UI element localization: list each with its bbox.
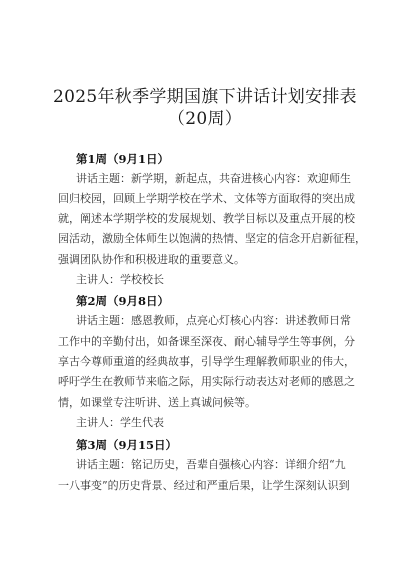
week-2-body-line: 讲话主题：感恩教师，点亮心灯核心内容：讲述教师日常 [76, 314, 351, 327]
document-title-line-2: （20周） [167, 109, 243, 129]
week-1-body-line: 讲话主题：新学期，新起点，共奋进核心内容：欢迎师生 [76, 172, 351, 185]
week-1-speaker: 主讲人：学校校长 [76, 273, 164, 286]
week-2-body-line: 呼吁学生在教师节来临之际，用实际行动表达对老师的感恩之 [58, 375, 355, 388]
week-3-body-line: 讲话主题：铭记历史，吾辈自强核心内容：详细介绍“九 [76, 458, 346, 471]
document-title [40, 86, 370, 130]
document-title-line-1: 2025年秋季学期国旗下讲话计划安排表 [53, 87, 357, 107]
week-2-speaker: 主讲人：学生代表 [76, 416, 164, 429]
week-1-body-line: 就，阐述本学期学校的发展规划、教学目标以及重点开展的校 [58, 212, 355, 225]
week-3-body-line: 一八事变”的历史背景、经过和严重后果，让学生深刻认识到 [58, 479, 350, 492]
week-2-body-line: 享古今尊师重道的经典故事，引导学生理解教师职业的伟大， [58, 355, 355, 368]
week-1-heading: 第1周（9月1日） [76, 152, 170, 166]
week-2-heading: 第2周（9月8日） [76, 294, 170, 308]
week-1-body-line: 强调团队协作和积极进取的重要意义。 [58, 253, 245, 266]
week-2-body-line: 情，如课堂专注听讲、送上真诚问候等。 [58, 396, 256, 409]
week-1-body-line: 园活动，激励全体师生以饱满的热情、坚定的信念开启新征程， [58, 232, 366, 245]
week-1-body-line: 回归校园，回顾上学期学校在学术、文体等方面取得的突出成 [58, 192, 355, 205]
week-2-body-line: 工作中的辛勤付出，如备课至深夜、耐心辅导学生等事例，分 [58, 335, 355, 348]
week-3-heading: 第3周（9月15日） [76, 438, 178, 452]
